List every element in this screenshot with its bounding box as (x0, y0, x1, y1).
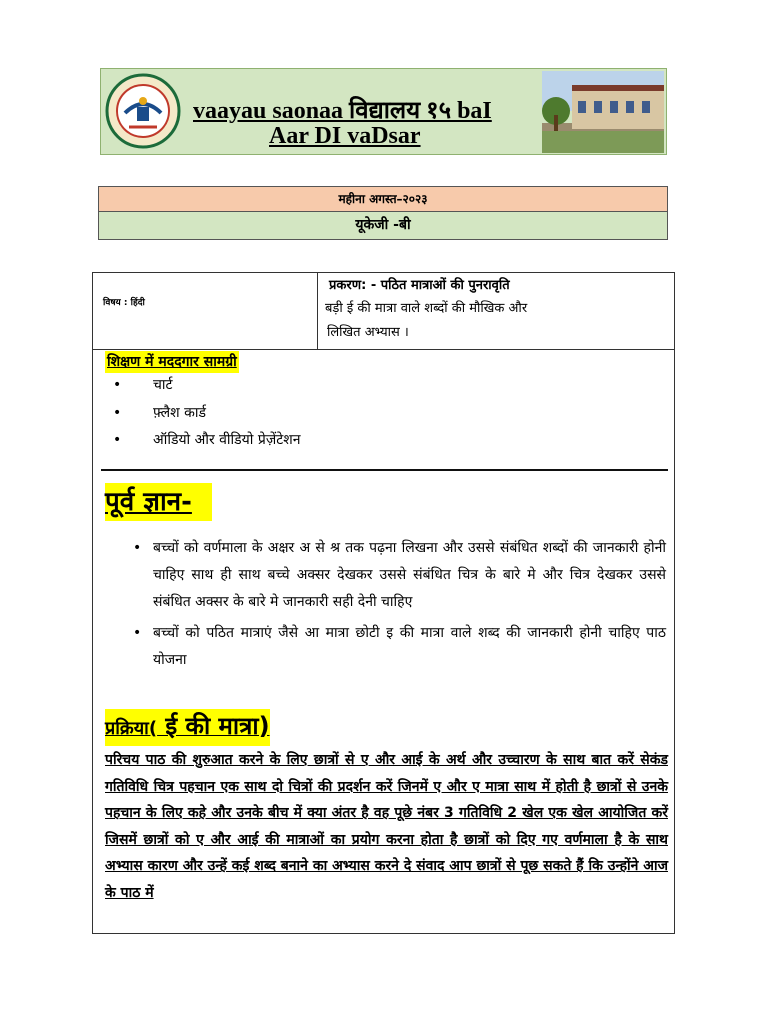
material-item: • फ़्लैश कार्ड (113, 405, 207, 421)
topic-title: प्रकरण: - पठित मात्राओं की पुनरावृति (329, 278, 510, 293)
school-name-line1: vaayau saonaa विद्यालय १५ baI (193, 98, 492, 124)
prior-knowledge-list (133, 535, 666, 674)
list-item: • बच्चों को पठित मात्राएं जैसे आ मात्रा छोटी इ की मात्रा वाले शब्द की जानकारी होनी चाहिए पाठ योजना (133, 625, 666, 668)
list-item: • बच्चों को वर्णमाला के अक्षर अ से श्र तक पढ़ना लिखना और उससे संबंधित शब्दों की जानकारी होनी चाहिए साथ ही साथ बच्चे अक्सर देखकर उससे संबंधित चित्र के बारे मे और चित्र देखकर उससे संबंधित अक्सर के बारे मे जानकारी सही देनी चाहिए (133, 540, 666, 610)
school-building-photo (542, 71, 664, 153)
topic-cell (319, 273, 674, 349)
subject-row (93, 273, 674, 350)
prior-knowledge-heading: पूर्व ज्ञान- (105, 483, 212, 521)
process-heading: प्रक्रिया( ई की मात्रा) (105, 709, 270, 746)
divider (101, 469, 668, 471)
month-label: महीना अगस्त–२०२३ (98, 186, 668, 212)
class-label: यूकेजी -बी (98, 212, 668, 240)
topic-desc-line1: बड़ी ई की मात्रा वाले शब्दों की मौखिक और (325, 301, 528, 316)
materials-heading: शिक्षण में मददगार सामग्री (105, 351, 239, 373)
topic-desc-line2: लिखित अभ्यास । (327, 325, 409, 340)
school-logo-icon (105, 73, 181, 149)
lesson-plan-box (92, 272, 675, 934)
process-paragraph: परिचय पाठ की शुरुआत करने के लिए छात्रों से ए और आई के अर्थ और उच्चारण के साथ बात करें सेकंड गतिविधि चित्र पहचान एक साथ दो चित्रों की प्रदर्शन करें जिनमें ए और ए मात्रा साथ में होती है छात्रों से उनके पहचान के लिए कहे और उनके बीच में क्या अंतर है वह पूछे नंबर 3 गतिविधि 2 खेल एक खेल आयोजित करें जिसमें छात्रों को ए और आई की मात्राओं का प्रयोग करना होता है छात्रों को दिए गए वर्णमाला है के साथ अभ्यास कारण और उन्हें कई शब्द बनाने का अभ्यास करने दे संवाद आप छात्रों से पूछ सकते हैं कि उन्होंने आज के पाठ में (105, 752, 668, 901)
topic-description (325, 297, 674, 345)
school-name-line2: Aar DI vaDsar (269, 123, 421, 149)
material-item: • ऑडियो और वीडियो प्रेज़ेंटेशन (113, 432, 301, 448)
school-header (100, 68, 667, 155)
material-item: • चार्ट (113, 377, 173, 393)
subject-label: विषय : हिंदी (93, 273, 318, 349)
